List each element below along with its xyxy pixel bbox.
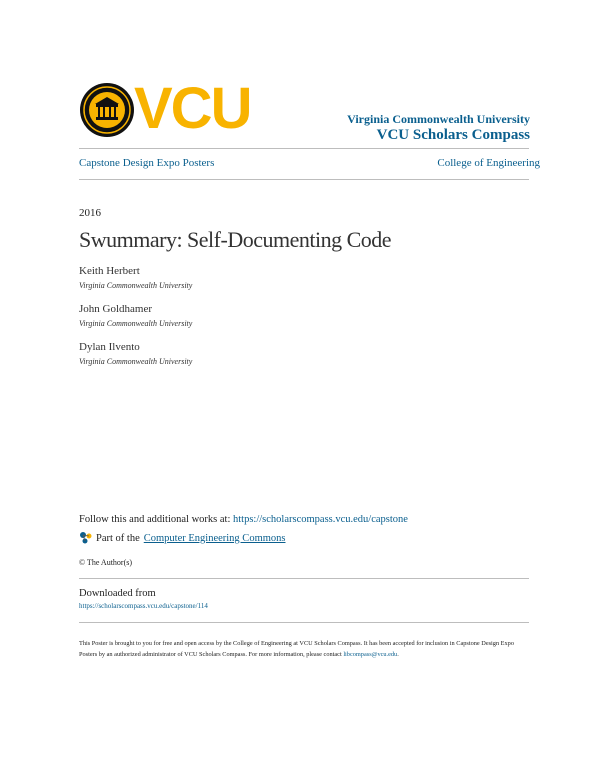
institution-block [347, 112, 530, 144]
collection-link[interactable]: Capstone Design Expo Posters [79, 157, 215, 169]
commons-link[interactable]: Computer Engineering Commons [143, 532, 286, 544]
author-affiliation: Virginia Commonwealth University [79, 357, 193, 366]
repository-name[interactable]: VCU Scholars Compass [376, 127, 530, 143]
divider [79, 179, 529, 180]
publication-year: 2016 [79, 207, 101, 219]
vcu-logo-wordmark: VCU [134, 76, 251, 141]
author-name: John Goldhamer [79, 303, 153, 315]
college-link[interactable]: College of Engineering [437, 157, 540, 169]
notice-text: This Poster is brought to you for free and open access by the College of Engineering at VCU Scholars Compass. It has been accepted for inclusion in Capstone Design Expo Posters by an authorized administrator of VCU Scholars Compass. For more information, please contact [79, 640, 514, 658]
author-affiliation: Virginia Commonwealth University [79, 319, 193, 328]
part-of-text: Part of the [96, 532, 140, 544]
author-name: Keith Herbert [79, 265, 140, 277]
follow-line [79, 514, 408, 525]
notice-end: . [397, 651, 399, 658]
follow-text: Follow this and additional works at: [79, 514, 231, 525]
follow-url-link[interactable]: https://scholarscompass.vcu.edu/capstone [233, 514, 408, 525]
paper-title[interactable]: Swummary: Self-Documenting Code [79, 227, 392, 252]
network-icon [79, 531, 93, 545]
author-affiliation: Virginia Commonwealth University [79, 281, 193, 290]
downloaded-url-link[interactable]: https://scholarscompass.vcu.edu/capstone/114 [79, 602, 208, 610]
divider [79, 148, 529, 149]
access-notice [79, 638, 529, 660]
downloaded-label: Downloaded from [79, 588, 156, 599]
copyright-notice: © The Author(s) [79, 558, 133, 567]
author-name: Dylan Ilvento [79, 341, 140, 353]
contact-email-link[interactable]: libcompass@vcu.edu [343, 651, 398, 658]
divider [79, 578, 529, 579]
divider [79, 622, 529, 623]
vcu-seal-icon [79, 82, 135, 138]
institution-name[interactable]: Virginia Commonwealth University [347, 112, 530, 126]
part-of-line [79, 531, 286, 545]
